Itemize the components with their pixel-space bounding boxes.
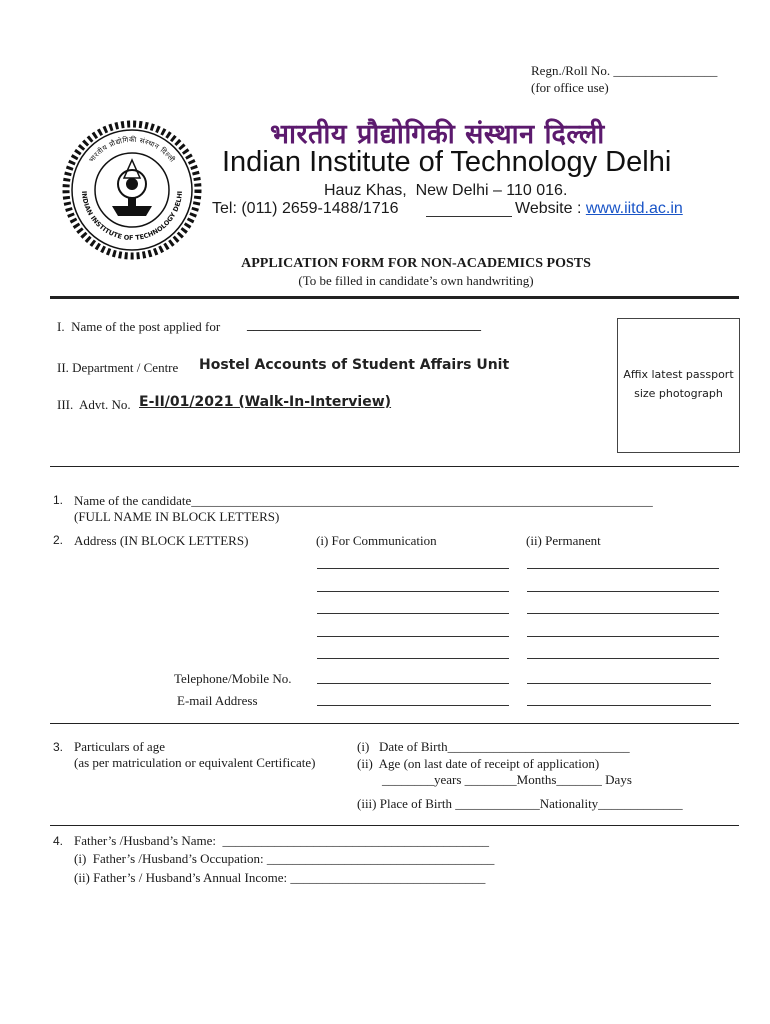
comm-address-line-3[interactable] [317,613,509,614]
website-link[interactable]: www.iitd.ac.in [585,200,683,217]
perm-address-line-2[interactable] [527,591,719,592]
institute-hindi-name: भारतीय प्रौद्योगिकी संस्थान दिल्ली [270,119,605,150]
advt-no-label: III. Advt. No. [57,397,131,412]
age-particulars-label: Particulars of age [74,739,165,754]
office-use-note: (for office use) [531,80,609,95]
place-nationality-field[interactable]: (iii) Place of Birth _____________Nationality_____________ [357,796,683,811]
website-label: Website : [515,200,586,217]
form-title: APPLICATION FORM FOR NON-ACADEMICS POSTS [241,256,591,271]
q1-number: 1. [53,493,64,507]
post-applied-field[interactable]: ____________________________________ [247,317,481,332]
address-permanent-label: (ii) Permanent [526,533,601,548]
perm-address-line-5[interactable] [527,658,719,659]
email-label: E-mail Address [177,693,258,708]
candidate-name-note: (FULL NAME IN BLOCK LETTERS) [74,509,280,524]
age-particulars-note: (as per matriculation or equivalent Certificate) [74,755,316,770]
telephone-label: Telephone/Mobile No. [174,671,292,686]
comm-address-line-2[interactable] [317,591,509,592]
age-fields[interactable]: ________years ________Months_______ Days [382,772,632,787]
institute-telephone: Tel: (011) 2659-1488/1716 [212,200,399,217]
regn-roll-label: Regn./Roll No. ________________ [531,63,718,78]
logo-emblem-icon [62,120,202,260]
perm-telephone-field[interactable] [527,683,711,684]
address-label: Address (IN BLOCK LETTERS) [74,533,249,548]
divider-1 [50,466,739,467]
divider-thick [50,296,739,299]
institute-address: Hauz Khas, New Delhi – 110 016. [324,182,568,199]
address-communication-label: (i) For Communication [316,533,437,548]
father-husband-occupation-field[interactable]: (i) Father’s /Husband’s Occupation: ___________________________________ [74,851,495,866]
date-of-birth-field[interactable]: (i) Date of Birth____________________________ [357,739,630,754]
department-label: II. Department / Centre [57,360,179,375]
photo-box[interactable] [617,318,740,453]
q4-number: 4. [53,834,64,848]
logo-ring-top-text: भारतीय प्रौद्योगिकी संस्थान दिल्ली [87,135,177,165]
perm-address-line-1[interactable] [527,568,719,569]
perm-address-line-4[interactable] [527,636,719,637]
advt-no-value: E-II/01/2021 (Walk-In-Interview) [139,394,392,410]
logo-ring-bottom-text: INDIAN INSTITUTE OF TECHNOLOGY DELHI [79,190,185,243]
form-subtitle: (To be filled in candidate’s own handwriting) [298,273,534,288]
father-husband-name-field[interactable]: Father’s /Husband’s Name: _________________________________________ [74,833,490,848]
institute-english-name: Indian Institute of Technology Delhi [222,146,672,178]
perm-email-field[interactable] [527,705,711,706]
comm-address-line-1[interactable] [317,568,509,569]
divider-2 [50,723,739,724]
post-applied-label: I. Name of the post applied for [57,319,221,334]
comm-email-field[interactable] [317,705,509,706]
divider-3 [50,825,739,826]
photo-instruction: Affix latest passport size photograph [623,368,734,400]
candidate-name-field[interactable]: Name of the candidate_______________________________________________________________________ [74,493,653,508]
website-line [515,200,683,218]
comm-address-line-4[interactable] [317,636,509,637]
q3-number: 3. [53,740,64,754]
age-label: (ii) Age (on last date of receipt of application) [357,756,600,771]
father-husband-income-field[interactable]: (ii) Father’s / Husband’s Annual Income: ______________________________ [74,870,486,885]
iit-delhi-logo [62,120,202,260]
comm-telephone-field[interactable] [317,683,509,684]
q2-number: 2. [53,533,64,547]
department-value: Hostel Accounts of Student Affairs Unit [199,357,510,373]
perm-address-line-3[interactable] [527,613,719,614]
comm-address-line-5[interactable] [317,658,509,659]
